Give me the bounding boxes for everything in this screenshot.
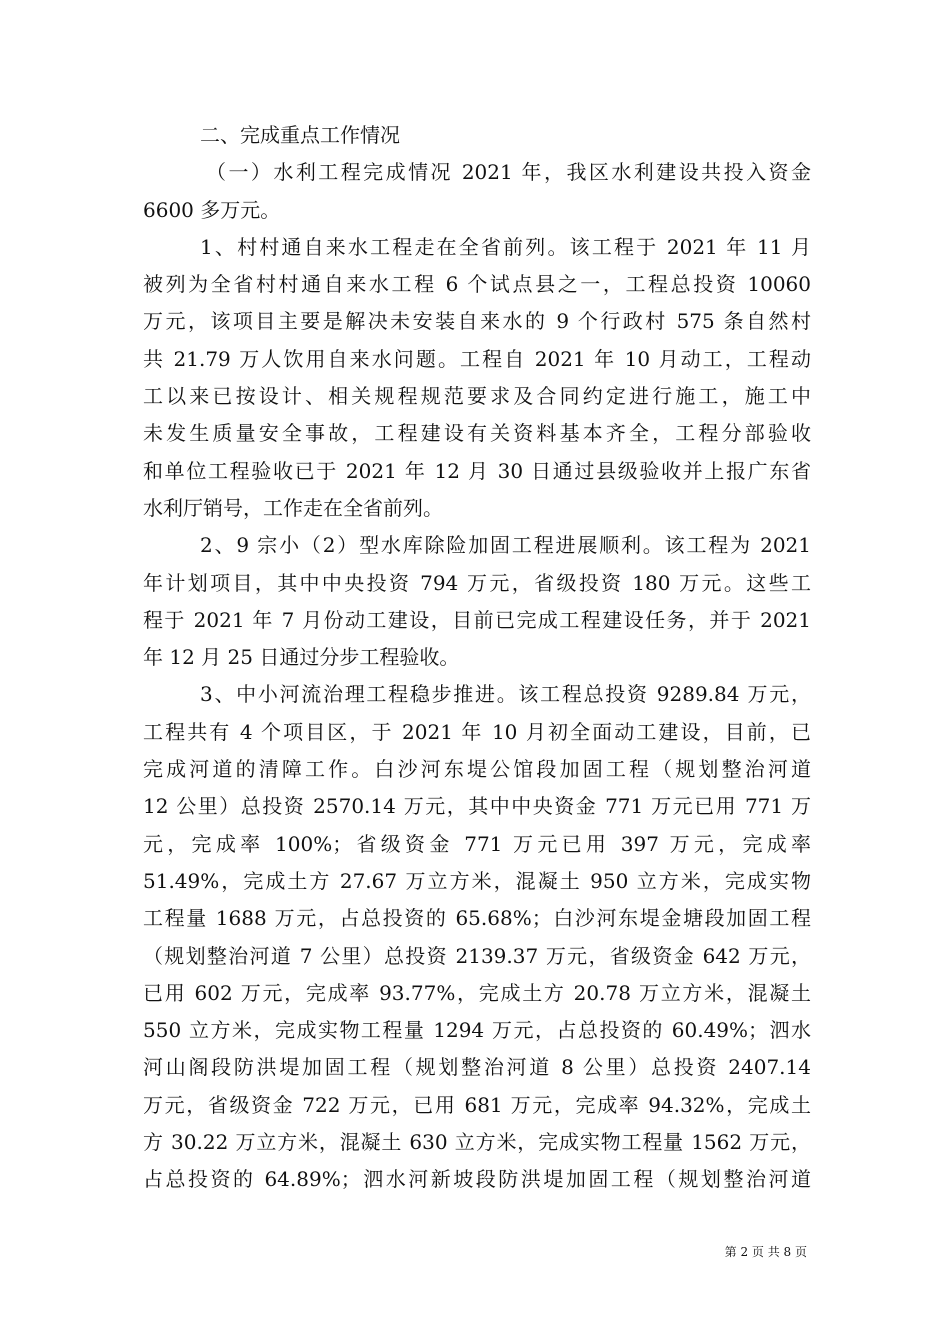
paragraph-line: 完成河道的清障工作。白沙河东堤公馆段加固工程（规划整治河道 bbox=[143, 757, 811, 782]
paragraph-line: （一）水利工程完成情况 2021 年，我区水利建设共投入资金 bbox=[206, 160, 811, 185]
paragraph-line: 程于 2021 年 7 月份动工建设，目前已完成工程建设任务，并于 2021 bbox=[143, 607, 811, 632]
paragraph-line: 3、中小河流治理工程稳步推进。该工程总投资 9289.84 万元， bbox=[200, 682, 811, 707]
paragraph-line: 未发生质量安全事故，工程建设有关资料基本齐全，工程分部验收 bbox=[143, 421, 811, 446]
paragraph-line: 12 公里）总投资 2570.14 万元，其中中央资金 771 万元已用 771 万 bbox=[143, 794, 811, 819]
paragraph-line: 已用 602 万元，完成率 93.77%，完成土方 20.78 万立方米，混凝土 bbox=[143, 980, 811, 1005]
page-number-footer: 第 2 页 共 8 页 bbox=[724, 1245, 807, 1259]
paragraph-line: 1、村村通自来水工程走在全省前列。该工程于 2021 年 11 月 bbox=[200, 234, 811, 259]
paragraph-line: 工程量 1688 万元，占总投资的 65.68%；白沙河东堤金塘段加固工程 bbox=[143, 906, 811, 931]
paragraph-line: 51.49%，完成土方 27.67 万立方米，混凝土 950 立方米，完成实物 bbox=[143, 868, 811, 893]
paragraph-line: 550 立方米，完成实物工程量 1294 万元，占总投资的 60.49%；泗水 bbox=[143, 1018, 811, 1043]
document-body bbox=[143, 117, 811, 1199]
paragraph-line: 工以来已按设计、相关规程规范要求及合同约定进行施工，施工中 bbox=[143, 384, 811, 409]
paragraph-line: 工程共有 4 个项目区，于 2021 年 10 月初全面动工建设，目前，已 bbox=[143, 719, 811, 744]
paragraph-line: 占总投资的 64.89%；泗水河新坡段防洪堤加固工程（规划整治河道 bbox=[143, 1167, 811, 1192]
paragraph-line: 共 21.79 万人饮用自来水问题。工程自 2021 年 10 月动工，工程动 bbox=[143, 346, 811, 371]
paragraph-line: 元，完成率 100%；省级资金 771 万元已用 397 万元，完成率 bbox=[143, 831, 811, 856]
paragraph-line: 2、9 宗小（2）型水库除险加固工程进展顺利。该工程为 2021 bbox=[200, 533, 811, 558]
paragraph-line: 水利厅销号，工作走在全省前列。 bbox=[143, 495, 443, 520]
paragraph-line: 年 12 月 25 日通过分步工程验收。 bbox=[143, 645, 460, 670]
paragraph-line: 河山阁段防洪堤加固工程（规划整治河道 8 公里）总投资 2407.14 bbox=[143, 1055, 811, 1080]
paragraph-line: 年计划项目，其中中央投资 794 万元，省级投资 180 万元。这些工 bbox=[143, 570, 811, 595]
paragraph-line: 6600 多万元。 bbox=[143, 197, 281, 222]
paragraph-line: 和单位工程验收已于 2021 年 12 月 30 日通过县级验收并上报广东省 bbox=[143, 458, 811, 483]
paragraph-line: 万元，省级资金 722 万元，已用 681 万元，完成率 94.32%，完成土 bbox=[143, 1092, 811, 1117]
section-heading: 二、完成重点工作情况 bbox=[200, 123, 400, 147]
paragraph-line: 万元，该项目主要是解决未安装自来水的 9 个行政村 575 条自然村 bbox=[143, 309, 811, 334]
paragraph-line: 方 30.22 万立方米，混凝土 630 立方米，完成实物工程量 1562 万元， bbox=[143, 1130, 811, 1155]
paragraph-line: （规划整治河道 7 公里）总投资 2139.37 万元，省级资金 642 万元， bbox=[143, 943, 811, 968]
paragraph-line: 被列为全省村村通自来水工程 6 个试点县之一，工程总投资 10060 bbox=[143, 272, 811, 297]
